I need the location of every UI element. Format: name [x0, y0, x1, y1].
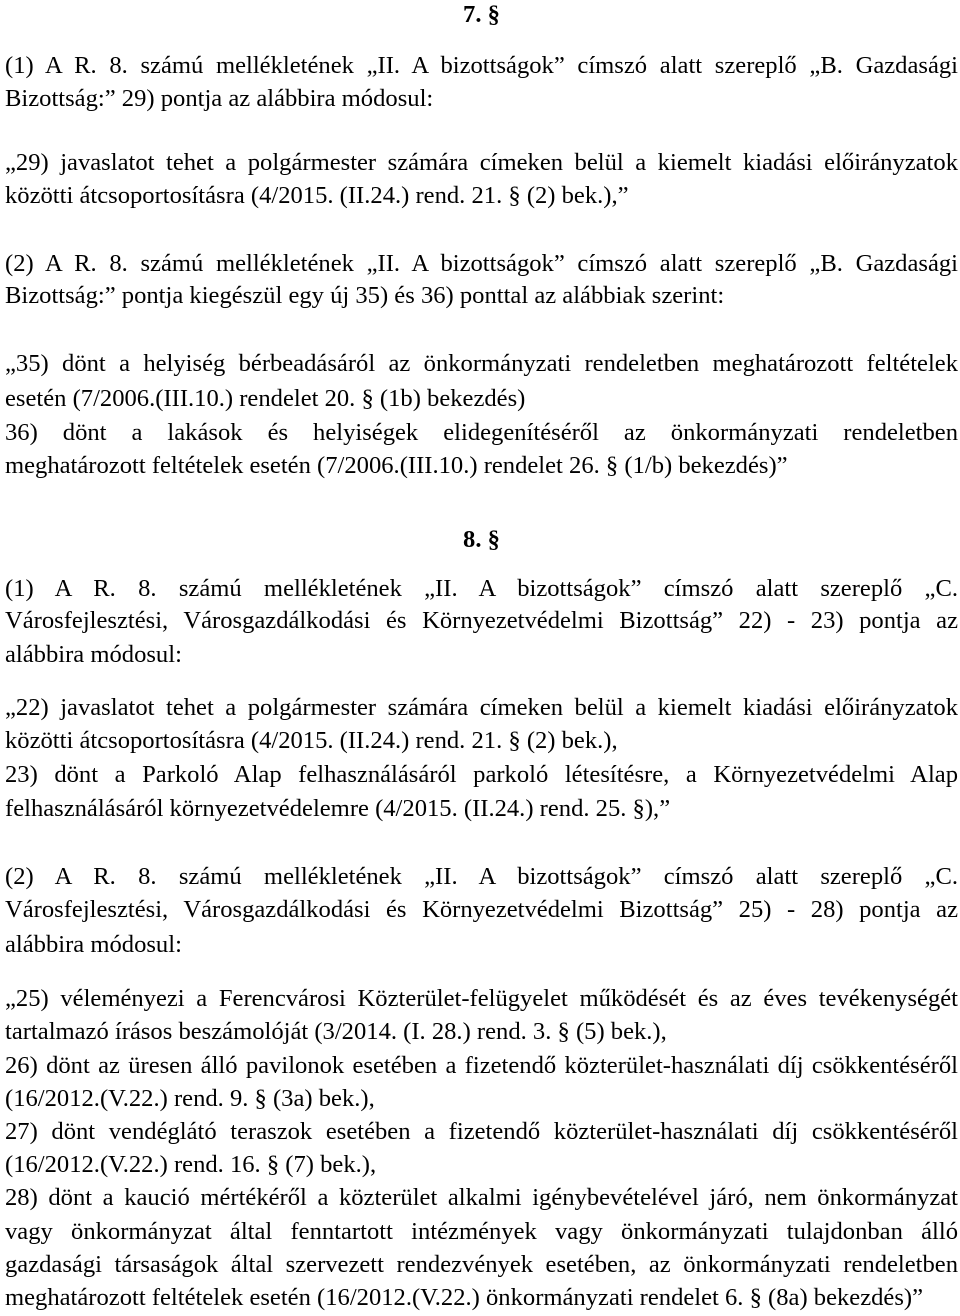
text-line: (2) A R. 8. számú mellékletének „II. A bizottságok” címszó alatt szereplő „B. Gazdasági [5, 250, 958, 277]
text-line: meghatározott feltételek esetén (7/2006.(III.10.) rendelet 26. § (1/b) bekezdés)” [5, 452, 788, 479]
text-line: „22) javaslatot tehet a polgármester számára címeken belül a kiemelt kiadási előirányzatok [5, 694, 958, 721]
text-line: alábbira módosul: [5, 641, 182, 668]
text-line: gazdasági társaságok által szervezett rendezvények esetében, az önkormányzati rendeletben [5, 1251, 958, 1278]
text-line: közötti átcsoportosításra (4/2015. (II.24.) rend. 21. § (2) bek.),” [5, 182, 629, 209]
text-line: Városfejlesztési, Városgazdálkodási és Környezetvédelmi Bizottság” 22) - 23) pontja az [5, 607, 958, 634]
text-line: felhasználásáról környezetvédelemre (4/2015. (II.24.) rend. 25. §),” [5, 795, 671, 822]
text-line: (1) A R. 8. számú mellékletének „II. A bizottságok” címszó alatt szereplő „C. [5, 575, 958, 602]
text-line: 27) dönt vendéglátó teraszok esetében a fizetendő közterület-használati díj csökkentéséről [5, 1118, 958, 1145]
text-line: Bizottság:” pontja kiegészül egy új 35) és 36) ponttal az alábbiak szerint: [5, 282, 725, 309]
text-line: (2) A R. 8. számú mellékletének „II. A bizottságok” címszó alatt szereplő „C. [5, 863, 958, 890]
text-line: 28) dönt a kaució mértékéről a közterület alkalmi igénybevételével járó, nem önkormányzat [5, 1184, 958, 1211]
text-line: esetén (7/2006.(III.10.) rendelet 20. § (1b) bekezdés) [5, 385, 526, 412]
text-line: (16/2012.(V.22.) rend. 16. § (7) bek.), [5, 1151, 377, 1178]
section-heading: 7. § [463, 1, 500, 28]
text-line: Városfejlesztési, Városgazdálkodási és Környezetvédelmi Bizottság” 25) - 28) pontja az [5, 896, 958, 923]
text-line: vagy önkormányzat által fenntartott intézmények vagy önkormányzati tulajdonban álló [5, 1218, 958, 1245]
text-line: „35) dönt a helyiség bérbeadásáról az önkormányzati rendeletben meghatározott feltételek [5, 350, 958, 377]
text-line: meghatározott feltételek esetén (16/2012.(V.22.) önkormányzati rendelet 6. § (8a) bekezdés)” [5, 1284, 924, 1311]
text-line: „29) javaslatot tehet a polgármester számára címeken belül a kiemelt kiadási előirányzatok [5, 149, 958, 176]
text-line: tartalmazó írásos beszámolóját (3/2014. (I. 28.) rend. 3. § (5) bek.), [5, 1018, 667, 1045]
text-line: (16/2012.(V.22.) rend. 9. § (3a) bek.), [5, 1085, 375, 1112]
text-line: alábbira módosul: [5, 931, 182, 958]
text-line: 36) dönt a lakások és helyiségek elidegenítéséről az önkormányzati rendeletben [5, 419, 958, 446]
section-heading: 8. § [463, 526, 500, 553]
text-line: Bizottság:” 29) pontja az alábbira módosul: [5, 85, 434, 112]
text-line: közötti átcsoportosításra (4/2015. (II.24.) rend. 21. § (2) bek.), [5, 727, 618, 754]
text-line: „25) véleményezi a Ferencvárosi Közterület-felügyelet működését és az éves tevékenységét [5, 985, 958, 1012]
text-line: 26) dönt az üresen álló pavilonok esetében a fizetendő közterület-használati díj csökkentéséről [5, 1052, 958, 1079]
text-line: 23) dönt a Parkoló Alap felhasználásáról parkoló létesítésre, a Környezetvédelmi Alap [5, 761, 958, 788]
text-line: (1) A R. 8. számú mellékletének „II. A bizottságok” címszó alatt szereplő „B. Gazdasági [5, 52, 958, 79]
